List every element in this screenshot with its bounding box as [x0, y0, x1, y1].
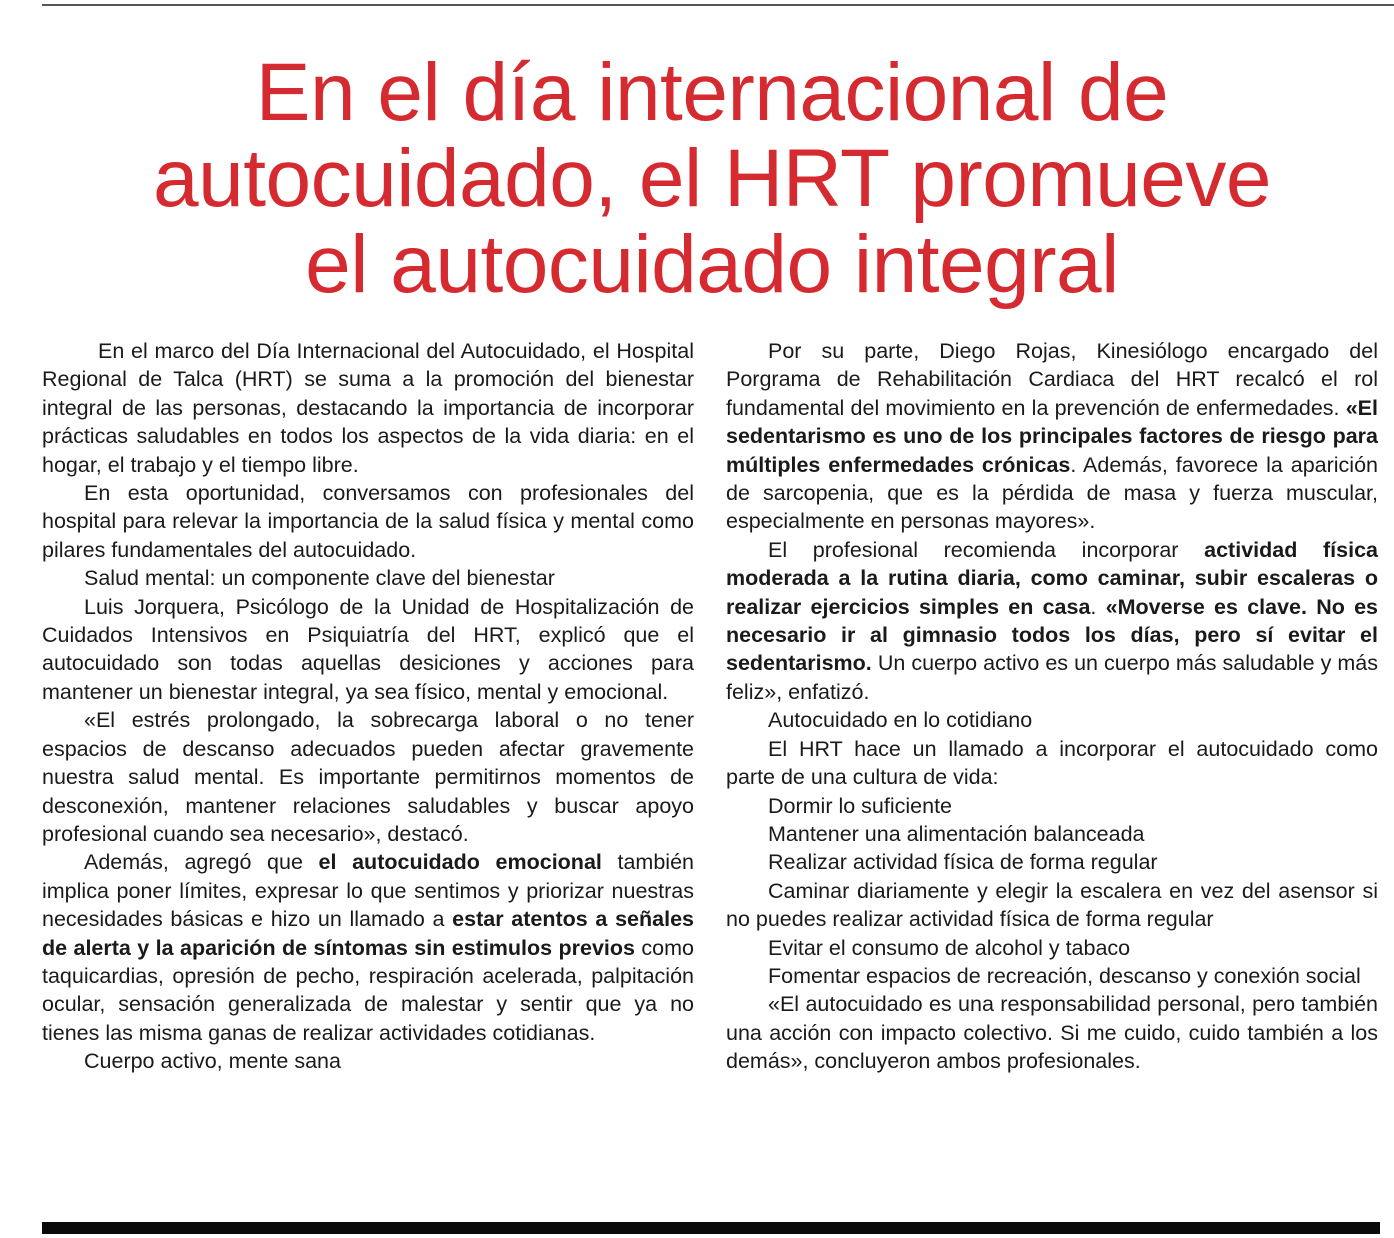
- subheading-active-body: Cuerpo activo, mente sana: [84, 1049, 341, 1074]
- headline: [42, 47, 1382, 310]
- list-item-exercise: Realizar actividad física de forma regular: [768, 850, 1158, 875]
- paragraph-hrt-call: El HRT hace un llamado a incorporar el autocuidado como parte de una cultura de vida:: [726, 736, 1378, 790]
- paragraph-rojas: [726, 337, 1378, 536]
- top-rule: [42, 4, 1394, 6]
- list-item-recreation: Fomentar espacios de recreación, descanso y conexión social: [768, 963, 1361, 988]
- list-item-alcohol-tobacco: Evitar el consumo de alcohol y tabaco: [768, 935, 1131, 960]
- headline-line-3: el autocuidado integral: [305, 219, 1119, 310]
- text-run: Un cuerpo activo es un cuerpo más saludable y más feliz», enfatizó.: [726, 651, 1378, 704]
- article-column-left: [42, 337, 694, 1076]
- headline-line-2: autocuidado, el HRT promueve: [153, 133, 1271, 224]
- headline-line-1: En el día internacional de: [255, 47, 1169, 138]
- article-column-right: [726, 337, 1378, 1076]
- paragraph-stress-quote: «El estrés prolongado, la sobrecarga laboral o no tener espacios de descanso adecuados pueden afectar gravemente nuestra salud mental. Es importante permitirnos momentos de desconexión, mantener relaciones saludables y buscar apoyo profesional cuando sea necesario», destacó.: [42, 708, 694, 846]
- text-run: El profesional recomienda incorporar: [768, 537, 1205, 562]
- paragraph-recommendation: [726, 536, 1378, 706]
- list-item-sleep: Dormir lo suficiente: [768, 793, 952, 818]
- text-run: .: [1090, 594, 1106, 619]
- paragraph-emotional-care: [42, 848, 694, 1047]
- list-item-walk: Caminar diariamente y elegir la escalera en vez del asensor si no puedes realizar actividad física de forma regular: [726, 878, 1378, 932]
- bold-run: estar atentos a señales de alerta y la aparición de síntomas sin estimulos previos: [42, 907, 694, 960]
- text-run: Además, agregó que: [84, 850, 319, 875]
- bottom-rule: [42, 1222, 1380, 1234]
- bold-run: el autocuidado emocional: [318, 850, 602, 875]
- bold-run: actividad física moderada a la rutina diaria, como caminar, subir escaleras o realizar ejercicios simples en casa: [726, 537, 1378, 619]
- text-run: Por su parte, Diego Rojas, Kinesiólogo encargado del Porgrama de Rehabilitación Cardiaca del HRT recalcó el rol fundamental del movimiento en la prevención de enfermedades.: [726, 339, 1378, 420]
- text-run: como taquicardias, opresión de pecho, respiración acelerada, palpitación ocular, sensación generalizada de malestar y sentir que ya no tienes las misma ganas de realizar actividades cotidianas.: [42, 935, 694, 1045]
- text-run: . Además, favorece la aparición de sarcopenia, que es la pérdida de masa y fuerza muscular, especialmente en personas mayores».: [726, 452, 1378, 534]
- subheading-mental-health: Salud mental: un componente clave del bienestar: [84, 566, 555, 591]
- text-run: también implica poner límites, expresar lo que sentimos y priorizar nuestras necesidades básicas e hizo un llamado a: [42, 850, 694, 932]
- bold-run: «Moverse es clave. No es necesario ir al gimnasio todos los días, pero sí evitar el sedentarismo.: [726, 594, 1379, 676]
- subheading-daily-care: Autocuidado en lo cotidiano: [768, 708, 1033, 733]
- paragraph-jorquera: Luis Jorquera, Psicólogo de la Unidad de Hospitalización de Cuidados Intensivos en Psiquiatría del HRT, explicó que el autocuidado son todas aquellas desiciones y acciones para mantener un bienestar integral, ya sea físico, mental y emocional.: [42, 594, 694, 704]
- bold-run: «El sedentarismo es uno de los principales factores de riesgo para múltiples enfermedades crónicas: [726, 395, 1378, 477]
- paragraph-intro: En el marco del Día Internacional del Autocuidado, el Hospital Regional de Talca (HRT) se suma a la promoción del bienestar integral de las personas, destacando la importancia de incorporar prácticas saludables en todos los aspectos de la vida diaria: en el hogar, el trabajo y el tiempo libre.: [42, 339, 694, 477]
- list-item-diet: Mantener una alimentación balanceada: [768, 821, 1145, 846]
- paragraph-closing-quote: «El autocuidado es una responsabilidad personal, pero también una acción con impacto colectivo. Si me cuido, cuido también a los demás», concluyeron ambos profesionales.: [726, 992, 1378, 1074]
- paragraph-conversation: En esta oportunidad, conversamos con profesionales del hospital para relevar la importancia de la salud física y mental como pilares fundamentales del autocuidado.: [42, 481, 694, 562]
